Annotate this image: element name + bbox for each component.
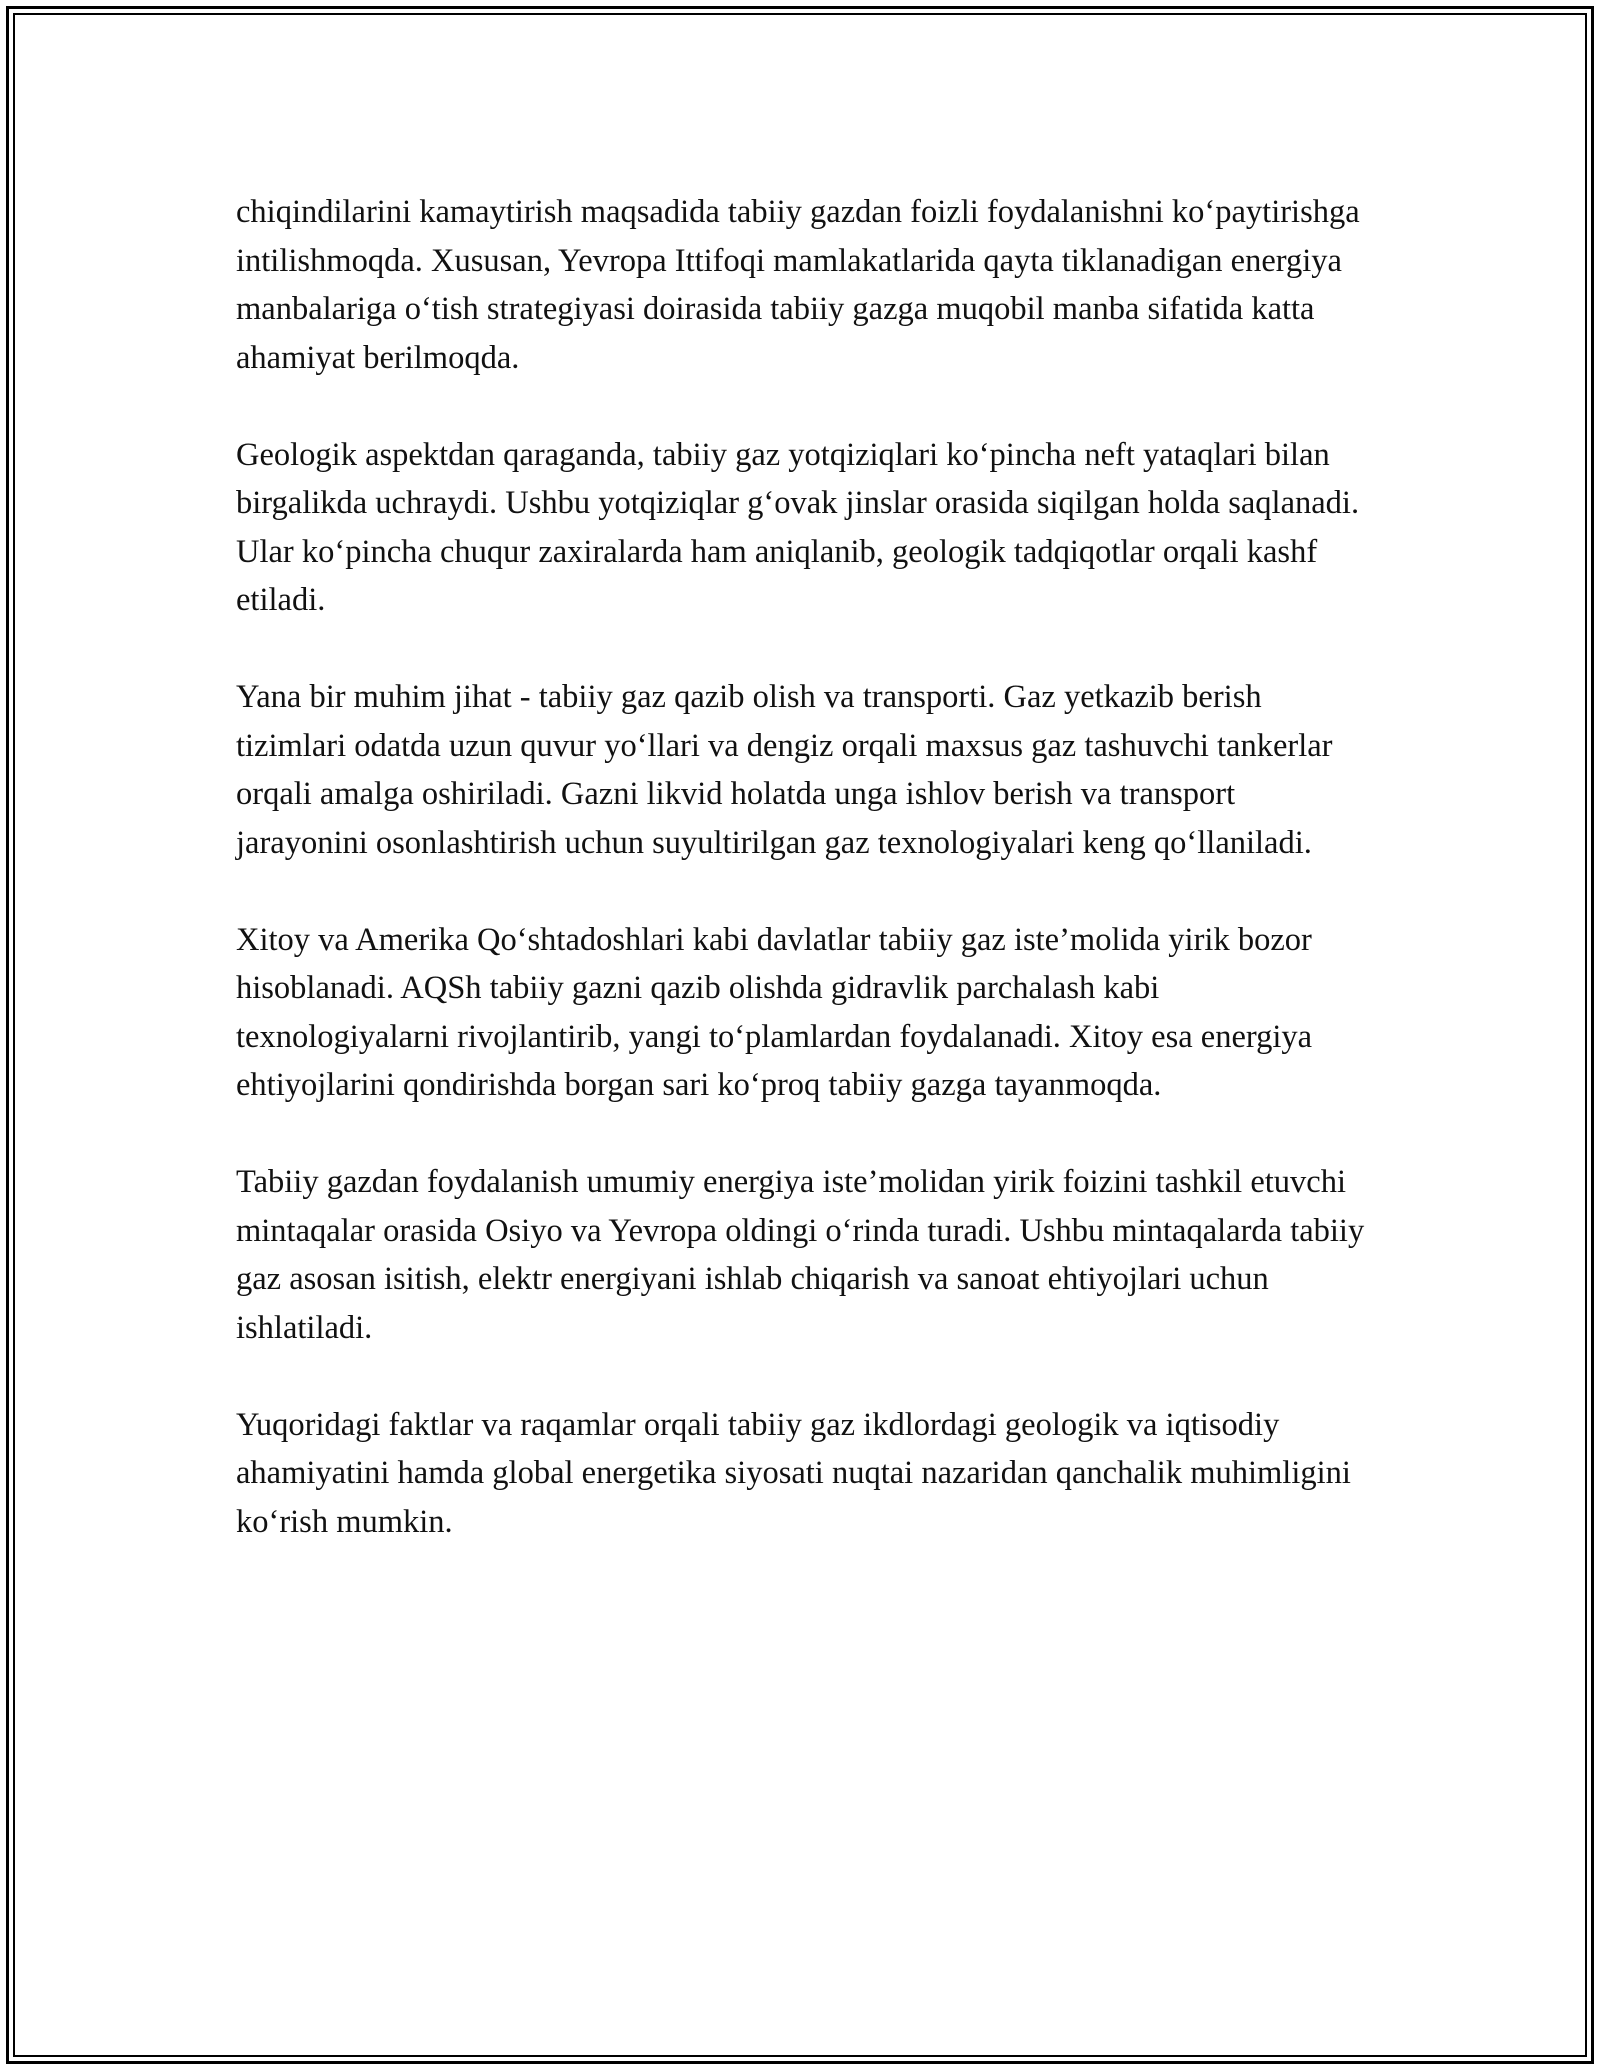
- paragraph-conclusion: Yuqoridagi faktlar va raqamlar orqali tabiiy gaz ikdlordagi geologik va iqtisodiy ahamiyatini hamda global energetika siyosati nuqtai nazaridan qanchalik muhimligini ko‘rish mumkin.: [236, 1406, 1351, 1540]
- paragraph-geology: Geologik aspektdan qaraganda, tabiiy gaz yotqiziqlari ko‘pincha neft yataqlari bilan birgalikda uchraydi. Ushbu yotqiziqlar g‘ovak jinslar orasida siqilgan holda saqlanadi. Ular ko‘pincha chuqur zaxiralarda ham aniqlanib, geologik tadqiqotlar orqali kashf etiladi.: [236, 436, 1360, 618]
- paragraph-markets: Xitoy va Amerika Qo‘shtadoshlari kabi davlatlar tabiiy gaz iste’molida yirik bozor hisoblanadi. AQSh tabiiy gazni qazib olishda gidravlik parchalash kabi texnologiyalarni rivojlantirib, yangi to‘plamlardan foydalanadi. Xitoy esa energiya ehtiyojlarini qondirishda borgan sari ko‘proq tabiiy gazga tayanmoqda.: [236, 921, 1313, 1103]
- paragraph-regions: Tabiiy gazdan foydalanish umumiy energiya iste’molidan yirik foizini tashkil etuvchi mintaqalar orasida Osiyo va Yevropa oldingi o‘rinda turadi. Ushbu mintaqalarda tabiiy gaz asosan isitish, elektr energiyani ishlab chiqarish va sanoat ehtiyojlari uchun ishlatiladi.: [236, 1164, 1365, 1346]
- document-body: [236, 188, 1366, 1595]
- paragraph-emissions: chiqindilarini kamaytirish maqsadida tabiiy gazdan foizli foydalanishni ko‘paytirishga intilishmoqda. Xususan, Yevropa Ittifoqi mamlakatlarida qayta tiklanadigan energiya manbalariga o‘tish strategiyasi doirasida tabiiy gazga muqobil manba sifatida katta ahamiyat berilmoqda.: [236, 194, 1360, 376]
- paragraph-transport: Yana bir muhim jihat - tabiiy gaz qazib olish va transporti. Gaz yetkazib berish tizimlari odatda uzun quvur yo‘llari va dengiz orqali maxsus gaz tashuvchi tankerlar orqali amalga oshiriladi. Gazni likvid holatda unga ishlov berish va transport jarayonini osonlashtirish uchun suyultirilgan gaz texnologiyalari keng qo‘llaniladi.: [236, 679, 1333, 861]
